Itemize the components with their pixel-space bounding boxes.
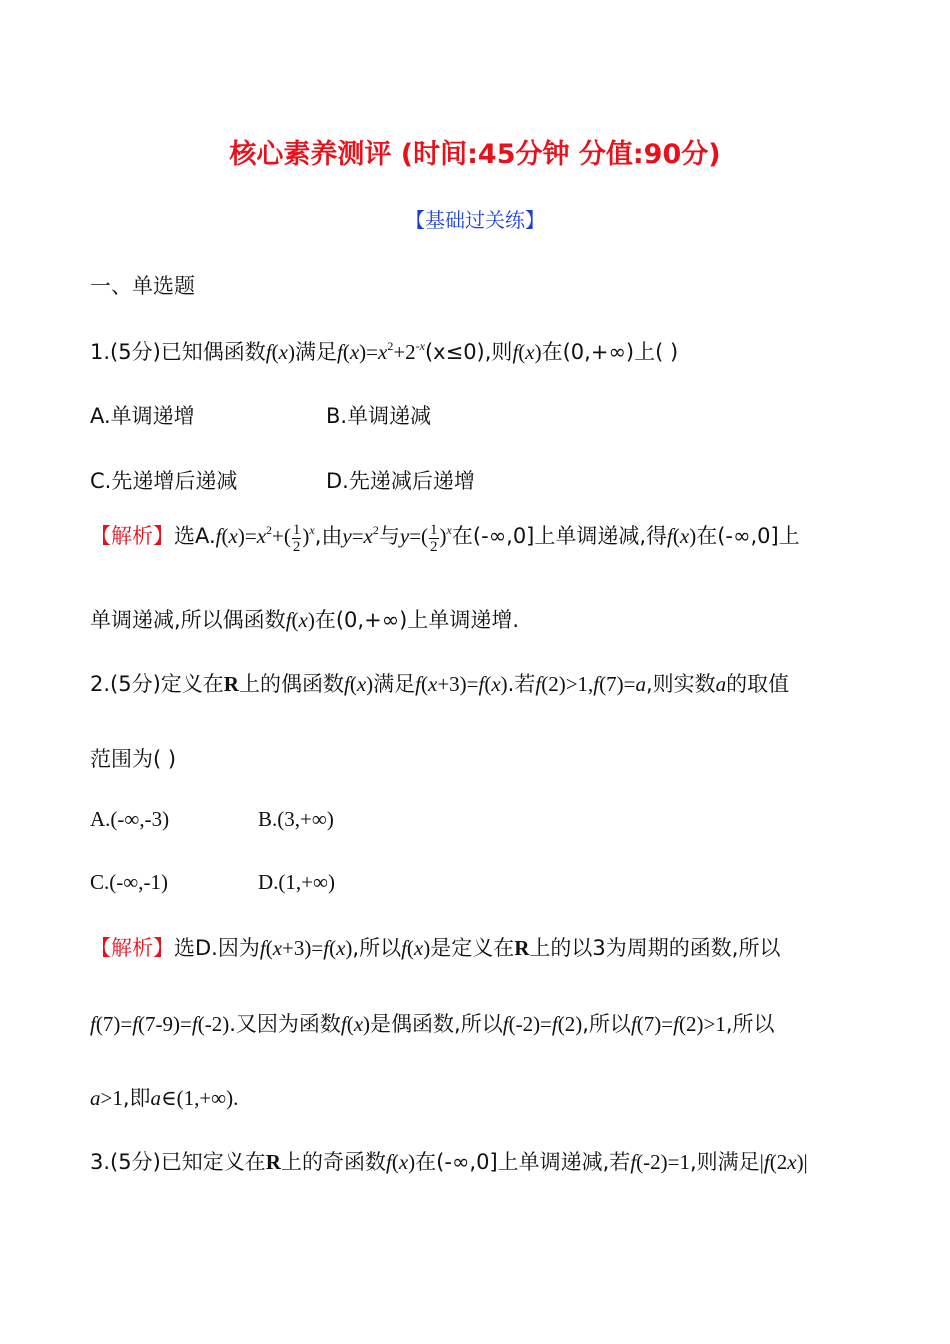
question-2-option-a: A.(-∞,-3): [90, 807, 170, 831]
question-1-stem: 1.(5分)已知偶函数f(x)满足$f(x)=x^2+2^{-x}(x\le 0)$,则f(x)在(0,+∞)上( ): [90, 339, 679, 364]
question-1-option-a: A.单调递增: [90, 404, 195, 428]
analysis-tag: 【解析】: [90, 936, 174, 960]
question-2-analysis-line2: f(7)=f(7-9)=f(-2).又因为函数f(x)是偶函数,所以f(-2)=f(2),所以f(7)=f(2)>1,所以: [90, 1012, 775, 1036]
question-1-option-b: B.单调递减: [326, 404, 432, 428]
question-1-option-d: D.先递减后递增: [326, 469, 475, 493]
page-title: 核心素养测评 (时间:45分钟 分值:90分): [229, 139, 721, 170]
section-heading: 一、单选题: [90, 274, 195, 298]
question-2-option-c: C.(-∞,-1): [90, 870, 168, 894]
fraction-one-half: $\frac{1}{2}$: [430, 521, 438, 555]
question-3-stem: 3.(5分)已知定义在R上的奇函数f(x)在(-∞,0]上单调递减,若f(-2)=1,则满足|f(2x)|: [90, 1150, 808, 1174]
question-2-option-b: B.(3,+∞): [258, 807, 334, 831]
question-1-option-c: C.先递增后递减: [90, 469, 238, 493]
question-2-stem: 2.(5分)定义在R上的偶函数f(x)满足f(x+3)=f(x).若f(2)>1,f(7)=a,则实数a的取值: [90, 672, 790, 696]
analysis-tag: 【解析】: [90, 524, 174, 548]
question-2-analysis: 【解析】选D.因为f(x+3)=f(x),所以f(x)是定义在R上的以3为周期的函数,所以: [90, 936, 781, 960]
question-2-analysis-line3: a>1,即a∈(1,+∞).: [90, 1086, 239, 1110]
question-2-option-d: D.(1,+∞): [258, 870, 335, 894]
question-2-stem-line2: 范围为( ): [90, 747, 177, 771]
question-1-analysis: 【解析】选$A.f(x)=x^2+$( $\frac{1}{2}$ )$^x$,由$y=x^2$与y=( $\frac{1}{2}$ )$^x$在(-∞,0]上单调递减,得f(x)在(-∞,0]上: [90, 521, 800, 555]
question-1-analysis-line2: 单调递减,所以偶函数f(x)在(0,+∞)上单调递增.: [90, 608, 520, 632]
section-subtitle: 【基础过关练】: [405, 208, 545, 232]
fraction-one-half: $\frac{1}{2}$: [292, 521, 301, 555]
